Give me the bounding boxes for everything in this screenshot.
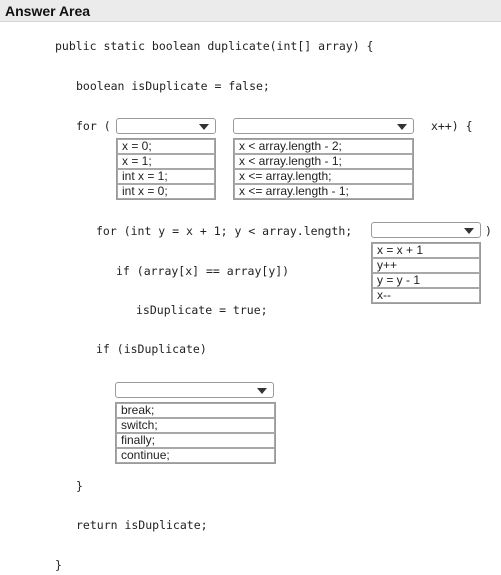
inner-increment-option[interactable]: x = x + 1 <box>372 243 480 258</box>
for-init-options <box>116 138 216 200</box>
for-condition-option[interactable]: x < array.length - 1; <box>234 154 413 169</box>
outer-closing-brace: } <box>55 558 62 572</box>
for-condition-option[interactable]: x < array.length - 2; <box>234 139 413 154</box>
inner-closing-brace: } <box>76 479 83 493</box>
answer-area-header: Answer Area <box>0 0 501 22</box>
inner-increment-dropdown[interactable] <box>371 222 481 238</box>
for-condition-option[interactable]: x <= array.length; <box>234 169 413 184</box>
inner-for-close: ) <box>485 224 492 238</box>
chevron-down-icon <box>397 124 407 130</box>
if-condition: if (array[x] == array[y]) <box>116 264 290 278</box>
chevron-down-icon <box>257 388 267 394</box>
for-init-option[interactable]: x = 1; <box>117 154 215 169</box>
inner-increment-option[interactable]: y++ <box>372 258 480 273</box>
for-init-dropdown[interactable] <box>116 118 216 134</box>
statement-option[interactable]: switch; <box>116 418 275 433</box>
for-suffix: x++) { <box>431 119 473 133</box>
for-condition-dropdown[interactable] <box>233 118 414 134</box>
for-prefix: for ( <box>76 119 111 133</box>
statement-dropdown[interactable] <box>115 382 274 398</box>
inner-increment-option[interactable]: y = y - 1 <box>372 273 480 288</box>
statement-option[interactable]: finally; <box>116 433 275 448</box>
for-condition-options <box>233 138 414 200</box>
for-init-option[interactable]: int x = 1; <box>117 169 215 184</box>
statement-option[interactable]: break; <box>116 403 275 418</box>
statement-options <box>115 402 276 464</box>
inner-increment-options <box>371 242 481 304</box>
assign-duplicate: isDuplicate = true; <box>136 303 268 317</box>
if-duplicate: if (isDuplicate) <box>96 342 207 356</box>
for-init-option[interactable]: int x = 0; <box>117 184 215 199</box>
return-statement: return isDuplicate; <box>76 518 208 532</box>
chevron-down-icon <box>199 124 209 130</box>
inner-for-loop: for (int y = x + 1; y < array.length; <box>96 224 353 238</box>
chevron-down-icon <box>464 228 474 234</box>
method-signature: public static boolean duplicate(int[] array) { <box>55 39 374 53</box>
for-init-option[interactable]: x = 0; <box>117 139 215 154</box>
statement-option[interactable]: continue; <box>116 448 275 463</box>
inner-increment-option[interactable]: x-- <box>372 288 480 303</box>
duplicate-declaration: boolean isDuplicate = false; <box>76 79 270 93</box>
for-condition-option[interactable]: x <= array.length - 1; <box>234 184 413 199</box>
